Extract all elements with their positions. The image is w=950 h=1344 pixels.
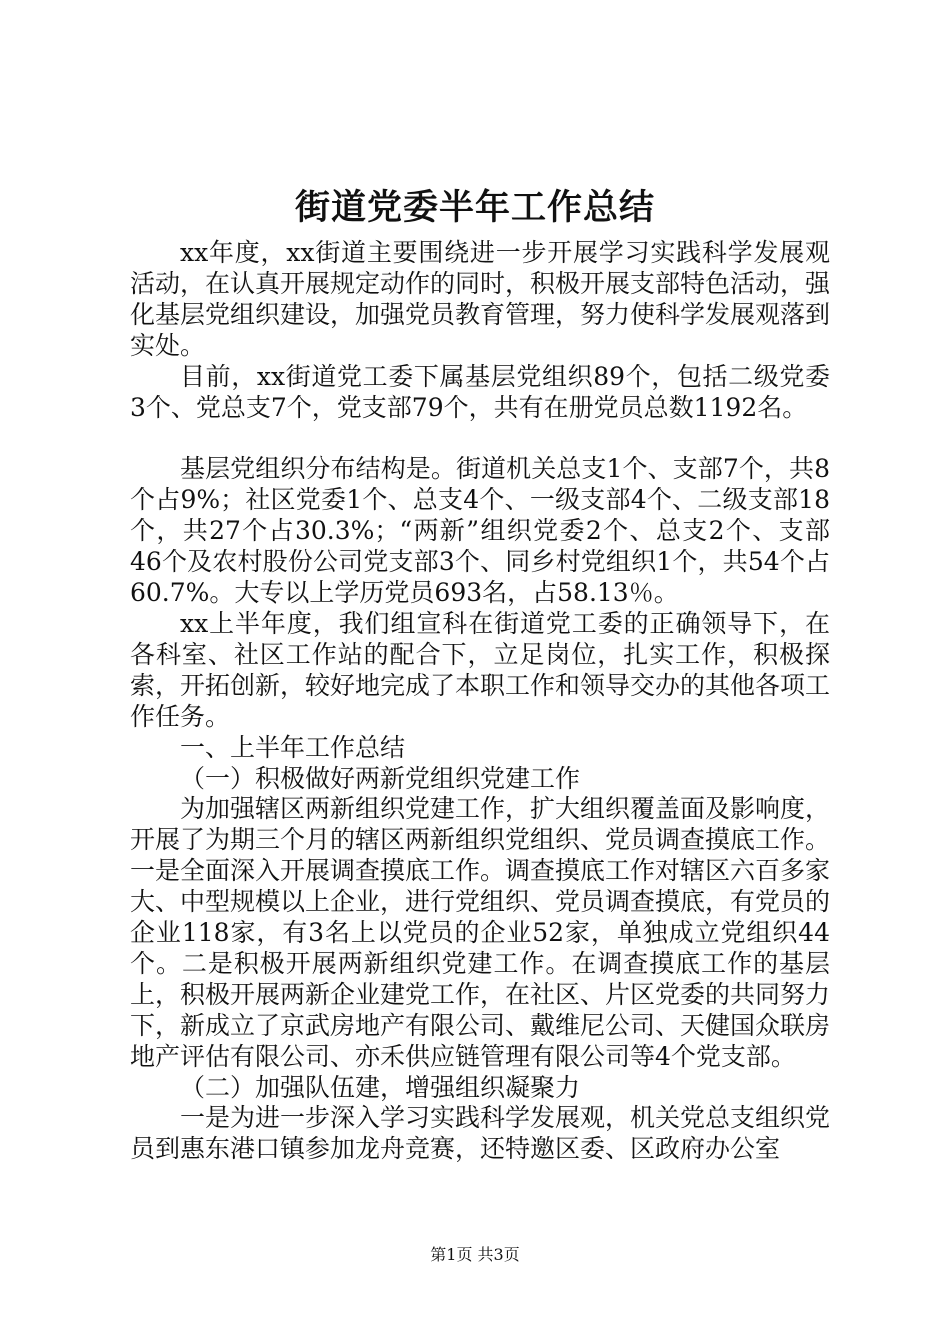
document-title: 街道党委半年工作总结 [294, 187, 655, 228]
paragraph-intro: xx年度，xx街道主要围绕进一步开展学习实践科学发展观活动，在认真开展规定动作的同时，积极开展支部特色活动，强化基层党组织建设，加强党员教育管理，努力使科学发展观落到实处。 [130, 238, 831, 360]
section-heading-1: 一、上半年工作总结 [180, 732, 406, 762]
subsection-heading-2: （二）加强队伍建，增强组织凝聚力 [180, 1072, 581, 1102]
paragraph-half-year-overview: xx上半年度，我们组宣科在街道党工委的正确领导下，在各科室、社区工作站的配合下，立足岗位，扎实工作，积极探索，开拓创新，较好地完成了本职工作和领导交办的其他各项工作任务。 [130, 608, 831, 731]
paragraph-team-building: 一是为进一步深入学习实践科学发展观，机关党总支组织党员到惠东港口镇参加龙舟竞赛，还特邀区委、区政府办公室 [130, 1103, 831, 1164]
paragraph-structure: 基层党组织分布结构是。街道机关总支1个、支部7个，共8个占9%；社区党委1个、总支4个、一级支部4个、二级支部18个，共27个占30.3%；“两新”组织党委2个、总支2个、支部46个及农村股份公司党支部3个、同乡村党组织1个，共54个占60.7%。大专以上学历党员693名，占58.13％。 [130, 454, 830, 608]
paragraph-two-new-organizations: 为加强辖区两新组织党建工作，扩大组织覆盖面及影响度，开展了为期三个月的辖区两新组织党组织、党员调查摸底工作。一是全面深入开展调查摸底工作。调查摸底工作对辖区六百多家大、中型规模以上企业，进行党组织、党员调查摸底，有党员的企业118家，有3名上以党员的企业52家，单独成立党组织44个。二是积极开展两新组织党建工作。在调查摸底工作的基层上，积极开展两新企业建党工作，在社区、片区党委的共同努力下，新成立了京武房地产有限公司、戴维尼公司、天健国众联房地产评估有限公司、亦禾供应链管理有限公司等4个党支部。 [130, 794, 831, 1071]
document-body [130, 238, 830, 1165]
subsection-heading-1: （一）积极做好两新党组织党建工作 [180, 763, 581, 793]
page-footer: 第1页 共3页 [430, 1245, 520, 1264]
paragraph-organization-count: 目前，xx街道党工委下属基层党组织89个，包括二级党委3个、党总支7个，党支部79个，共有在册党员总数1192名。 [130, 361, 830, 422]
